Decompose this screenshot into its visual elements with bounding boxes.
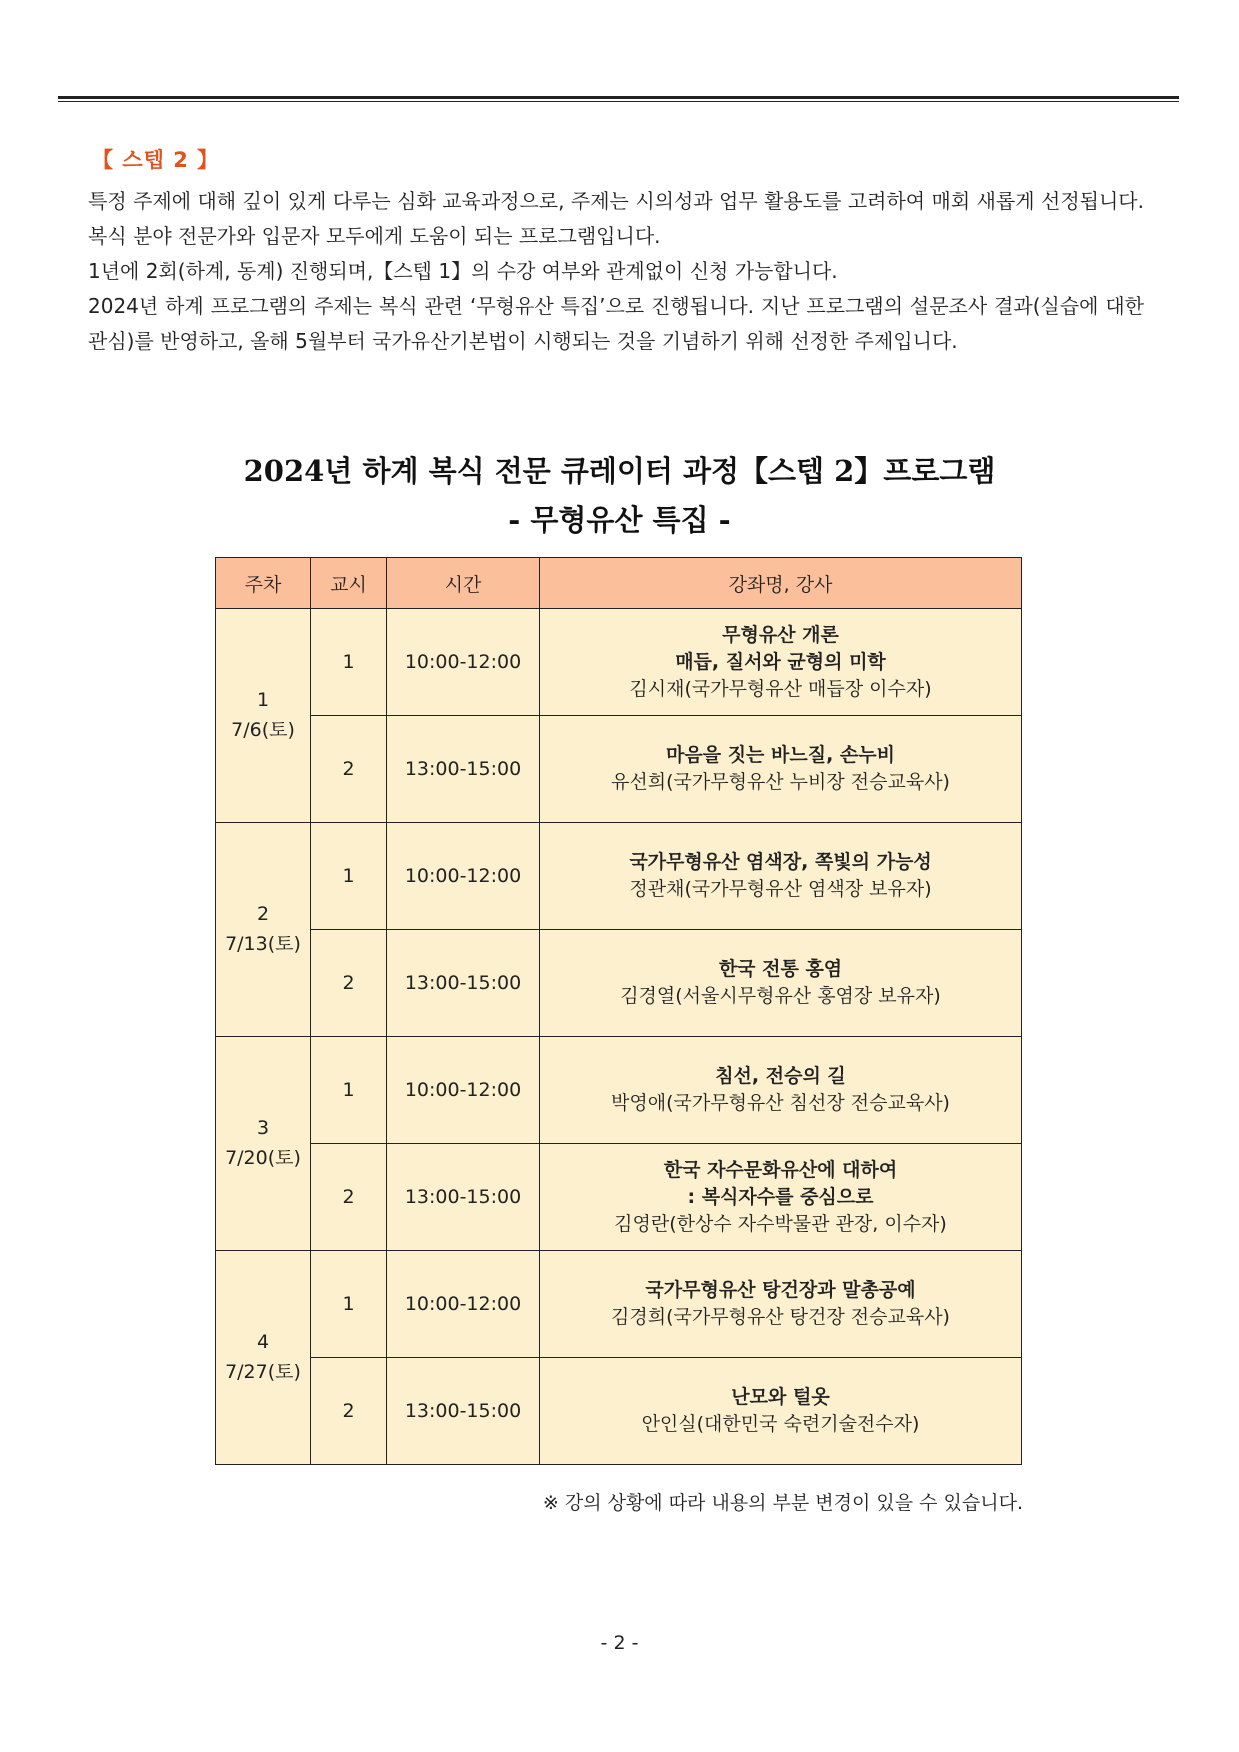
lecture-cell (540, 1358, 1022, 1465)
page-number: - 2 - (600, 1632, 639, 1654)
period-cell: 1 (311, 823, 387, 930)
table-header-row (216, 558, 1022, 609)
week-number: 1 (256, 689, 270, 711)
week-number: 3 (256, 1117, 270, 1139)
table-row (216, 1144, 1022, 1251)
header-rule-thin (58, 101, 1179, 102)
table-row (216, 1251, 1022, 1358)
lecture-instructor: 유선희(국가무형유산 누비장 전승교육사) (611, 771, 950, 793)
week-date: 7/6(토) (231, 719, 295, 741)
table-row (216, 1358, 1022, 1465)
week-date: 7/13(토) (225, 933, 301, 955)
time-cell: 10:00-12:00 (387, 1251, 540, 1358)
intro-paragraph: 1년에 2회(하계, 동계) 진행되며,【스텝 1】의 수강 여부와 관계없이 신청 가능합니다. (88, 259, 838, 283)
time-cell: 13:00-15:00 (387, 930, 540, 1037)
lecture-cell (540, 716, 1022, 823)
lecture-cell (540, 1037, 1022, 1144)
table-row (216, 823, 1022, 930)
lecture-title: 한국 자수문화유산에 대하여 (663, 1158, 898, 1181)
step-heading: 【 스텝 2 】 (92, 148, 220, 172)
week-cell (216, 1251, 311, 1465)
period-cell: 2 (311, 930, 387, 1037)
header-rule (58, 96, 1179, 103)
time-cell: 13:00-15:00 (387, 716, 540, 823)
lecture-instructor: 박영애(국가무형유산 침선장 전승교육사) (611, 1092, 950, 1114)
period-cell: 2 (311, 1144, 387, 1251)
lecture-cell (540, 823, 1022, 930)
lecture-info (540, 956, 1021, 1010)
week-cell (216, 609, 311, 823)
period-cell: 1 (311, 1037, 387, 1144)
lecture-cell (540, 1251, 1022, 1358)
time-cell: 10:00-12:00 (387, 1037, 540, 1144)
time-cell: 10:00-12:00 (387, 609, 540, 716)
lecture-title: : 복식자수를 중심으로 (687, 1185, 874, 1208)
table-row (216, 930, 1022, 1037)
table-row (216, 609, 1022, 716)
lecture-title: 난모와 털옷 (731, 1386, 830, 1408)
table-row (216, 1037, 1022, 1144)
lecture-title: 무형유산 개론 (722, 623, 839, 646)
week-cell (216, 823, 311, 1037)
week-number: 4 (256, 1331, 270, 1353)
lecture-title: 마음을 짓는 바느질, 손누비 (666, 744, 895, 766)
lecture-instructor: 정관채(국가무형유산 염색장 보유자) (629, 878, 932, 900)
week-number: 2 (256, 903, 270, 925)
lecture-instructor: 김영란(한상수 자수박물관 관장, 이수자) (614, 1212, 947, 1235)
lecture-title: 침선, 전승의 길 (715, 1065, 846, 1087)
header-week: 주차 (216, 558, 311, 609)
lecture-instructor: 김경희(국가무형유산 탕건장 전승교육사) (611, 1306, 950, 1328)
week-date: 7/20(토) (225, 1147, 301, 1169)
footnote: ※ 강의 상황에 따라 내용의 부분 변경이 있을 수 있습니다. (542, 1492, 1023, 1514)
header-time: 시간 (387, 558, 540, 609)
header-period: 교시 (311, 558, 387, 609)
program-title (0, 450, 1239, 542)
lecture-instructor: 김시재(국가무형유산 매듭장 이수자) (629, 677, 932, 700)
intro-paragraph: 특정 주제에 대해 깊이 있게 다루는 심화 교육과정으로, 주제는 시의성과 업무 활용도를 고려하여 매회 새롭게 선정됩니다. 복식 분야 전문가와 입문자 모두에게 도움이 되는 프로그램입니다. (88, 189, 1144, 248)
lecture-info (540, 1063, 1021, 1117)
program-title-line2: - 무형유산 특집 - (508, 503, 731, 537)
lecture-info (540, 1277, 1021, 1331)
lecture-cell (540, 609, 1022, 716)
lecture-info (540, 1157, 1021, 1238)
lecture-title: 국가무형유산 탕건장과 말총공예 (645, 1279, 916, 1301)
time-cell: 13:00-15:00 (387, 1358, 540, 1465)
lecture-info (540, 622, 1021, 703)
lecture-title: 매듭, 질서와 균형의 미학 (675, 650, 886, 673)
week-cell (216, 1037, 311, 1251)
program-title-line1: 2024년 하계 복식 전문 큐레이터 과정【스텝 2】프로그램 (243, 454, 996, 488)
lecture-cell (540, 930, 1022, 1037)
lecture-instructor: 안인실(대한민국 숙련기술전수자) (641, 1413, 920, 1435)
lecture-info (540, 742, 1021, 796)
lecture-instructor: 김경열(서울시무형유산 홍염장 보유자) (620, 985, 941, 1007)
table-row (216, 716, 1022, 823)
lecture-info (540, 849, 1021, 903)
period-cell: 1 (311, 1251, 387, 1358)
header-lecture: 강좌명, 강사 (540, 558, 1022, 609)
time-cell: 13:00-15:00 (387, 1144, 540, 1251)
period-cell: 2 (311, 1358, 387, 1465)
time-cell: 10:00-12:00 (387, 823, 540, 930)
intro-text (88, 184, 1144, 359)
week-date: 7/27(토) (225, 1361, 301, 1383)
period-cell: 2 (311, 716, 387, 823)
intro-paragraph: 2024년 하계 프로그램의 주제는 복식 관련 ‘무형유산 특집’으로 진행됩니다. 지난 프로그램의 설문조사 결과(실습에 대한 관심)를 반영하고, 올해 5월부터 국가유산기본법이 시행되는 것을 기념하기 위해 선정한 주제입니다. (88, 294, 1144, 353)
lecture-info (540, 1384, 1021, 1438)
lecture-title: 한국 전통 홍염 (718, 958, 843, 980)
lecture-title: 국가무형유산 염색장, 쪽빛의 가능성 (629, 851, 932, 873)
schedule-table (215, 557, 1022, 1465)
schedule-body (216, 609, 1022, 1465)
header-rule-thick (58, 96, 1179, 99)
period-cell: 1 (311, 609, 387, 716)
lecture-cell (540, 1144, 1022, 1251)
